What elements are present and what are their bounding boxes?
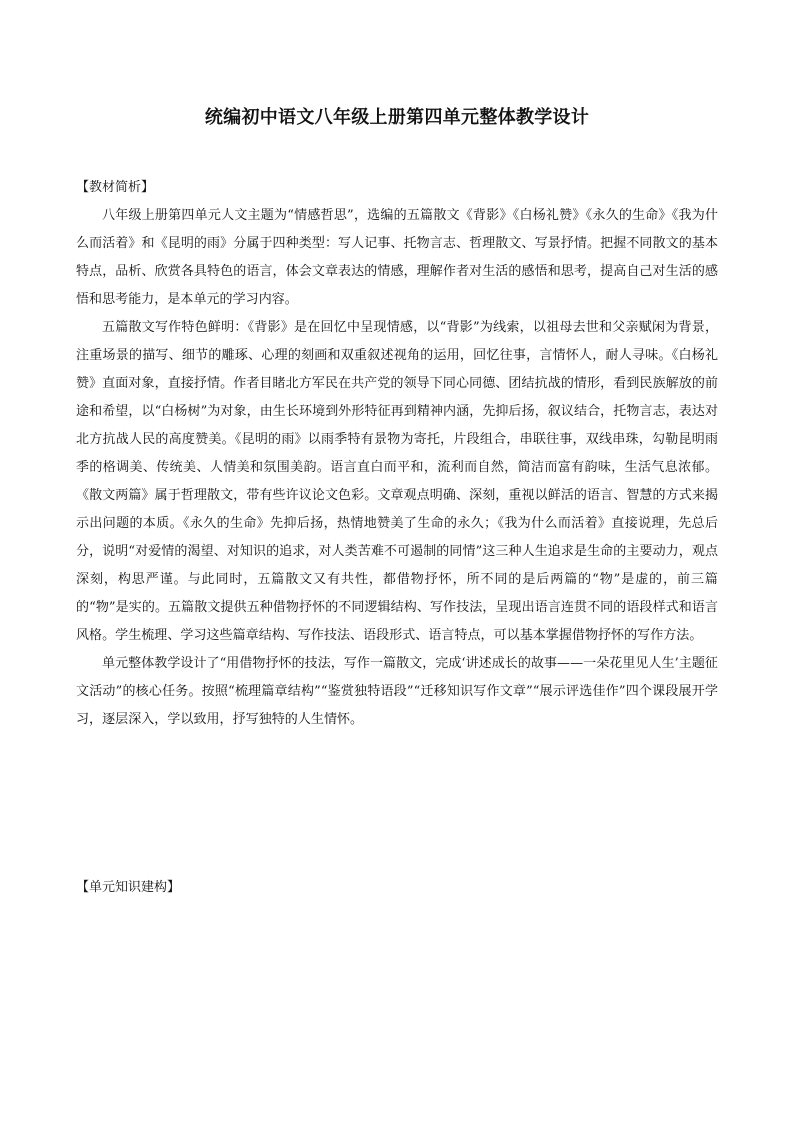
section-body-textbook-analysis <box>76 202 718 734</box>
section-heading-knowledge-construction: 【单元知识建构】 <box>76 880 181 895</box>
paragraph-unit-theme: 八年级上册第四单元人文主题为“情感哲思”，选编的五篇散文《背影》《白杨礼赞》《永久的生命》《我为什么而活着》和《昆明的雨》分属于四种类型：写人记事、托物言志、哲理散文、写景抒情。把握不同散文的基本特点，品析、欣赏各具特色的语言，体会文章表达的情感，理解作者对生活的感悟和思考，提高自己对生活的感悟和思考能力，是本单元的学习内容。 <box>76 208 718 307</box>
document-title: 统编初中语文八年级上册第四单元整体教学设计 <box>204 107 590 128</box>
paragraph-teaching-design: 单元整体教学设计了“用借物抒怀的技法，写作一篇散文，完成‘讲述成长的故事——一朵花里见人生’主题征文活动”的核心任务。按照“梳理篇章结构”“鉴赏独特语段”“迁移知识写作文章”“展示评选佳作”四个课段展开学习，逐层深入，学以致用，抒写独特的人生情怀。 <box>76 656 718 727</box>
section-heading-textbook-analysis: 【教材简析】 <box>76 180 155 195</box>
paragraph-writing-features: 五篇散文写作特色鲜明：《背影》是在回忆中呈现情感，以“背影”为线索，以祖母去世和父亲赋闲为背景，注重场景的描写、细节的雕琢、心理的刻画和双重叙述视角的运用，回忆往事，言情怀人，耐人寻味。《白杨礼赞》直面对象，直接抒情。作者目睹北方军民在共产党的领导下同心同德、团结抗战的情形，看到民族解放的前途和希望，以“白杨树”为对象，由生长环境到外形特征再到精神内涵，先抑后扬，叙议结合，托物言志，表达对北方抗战人民的高度赞美。《昆明的雨》以雨季特有景物为寄托，片段组合，串联往事，双线串珠，勾勒昆明雨季的格调美、传统美、人情美和氛围美韵。语言直白而平和，流利而自然，简洁而富有韵味，生活气息浓郁。《散文两篇》属于哲理散文，带有些许议论文色彩。文章观点明确、深刻，重视以鲜活的语言、智慧的方式来揭示出问题的本质。《永久的生命》先抑后扬，热情地赞美了生命的永久；《我为什么而活着》直接说理，先总后分，说明“对爱情的渴望、对知识的追求，对人类苦难不可遏制的同情”这三种人生追求是生命的主要动力，观点深刻，构思严谨。与此同时，五篇散文又有共性，都借物抒怀，所不同的是后两篇的“物”是虚的，前三篇的“物”是实的。五篇散文提供五种借物抒怀的不同逻辑结构、写作技法，呈现出语言连贯不同的语段样式和语言风格。学生梳理、学习这些篇章结构、写作技法、语段形式、语言特点，可以基本掌握借物抒怀的写作方法。 <box>76 320 718 643</box>
